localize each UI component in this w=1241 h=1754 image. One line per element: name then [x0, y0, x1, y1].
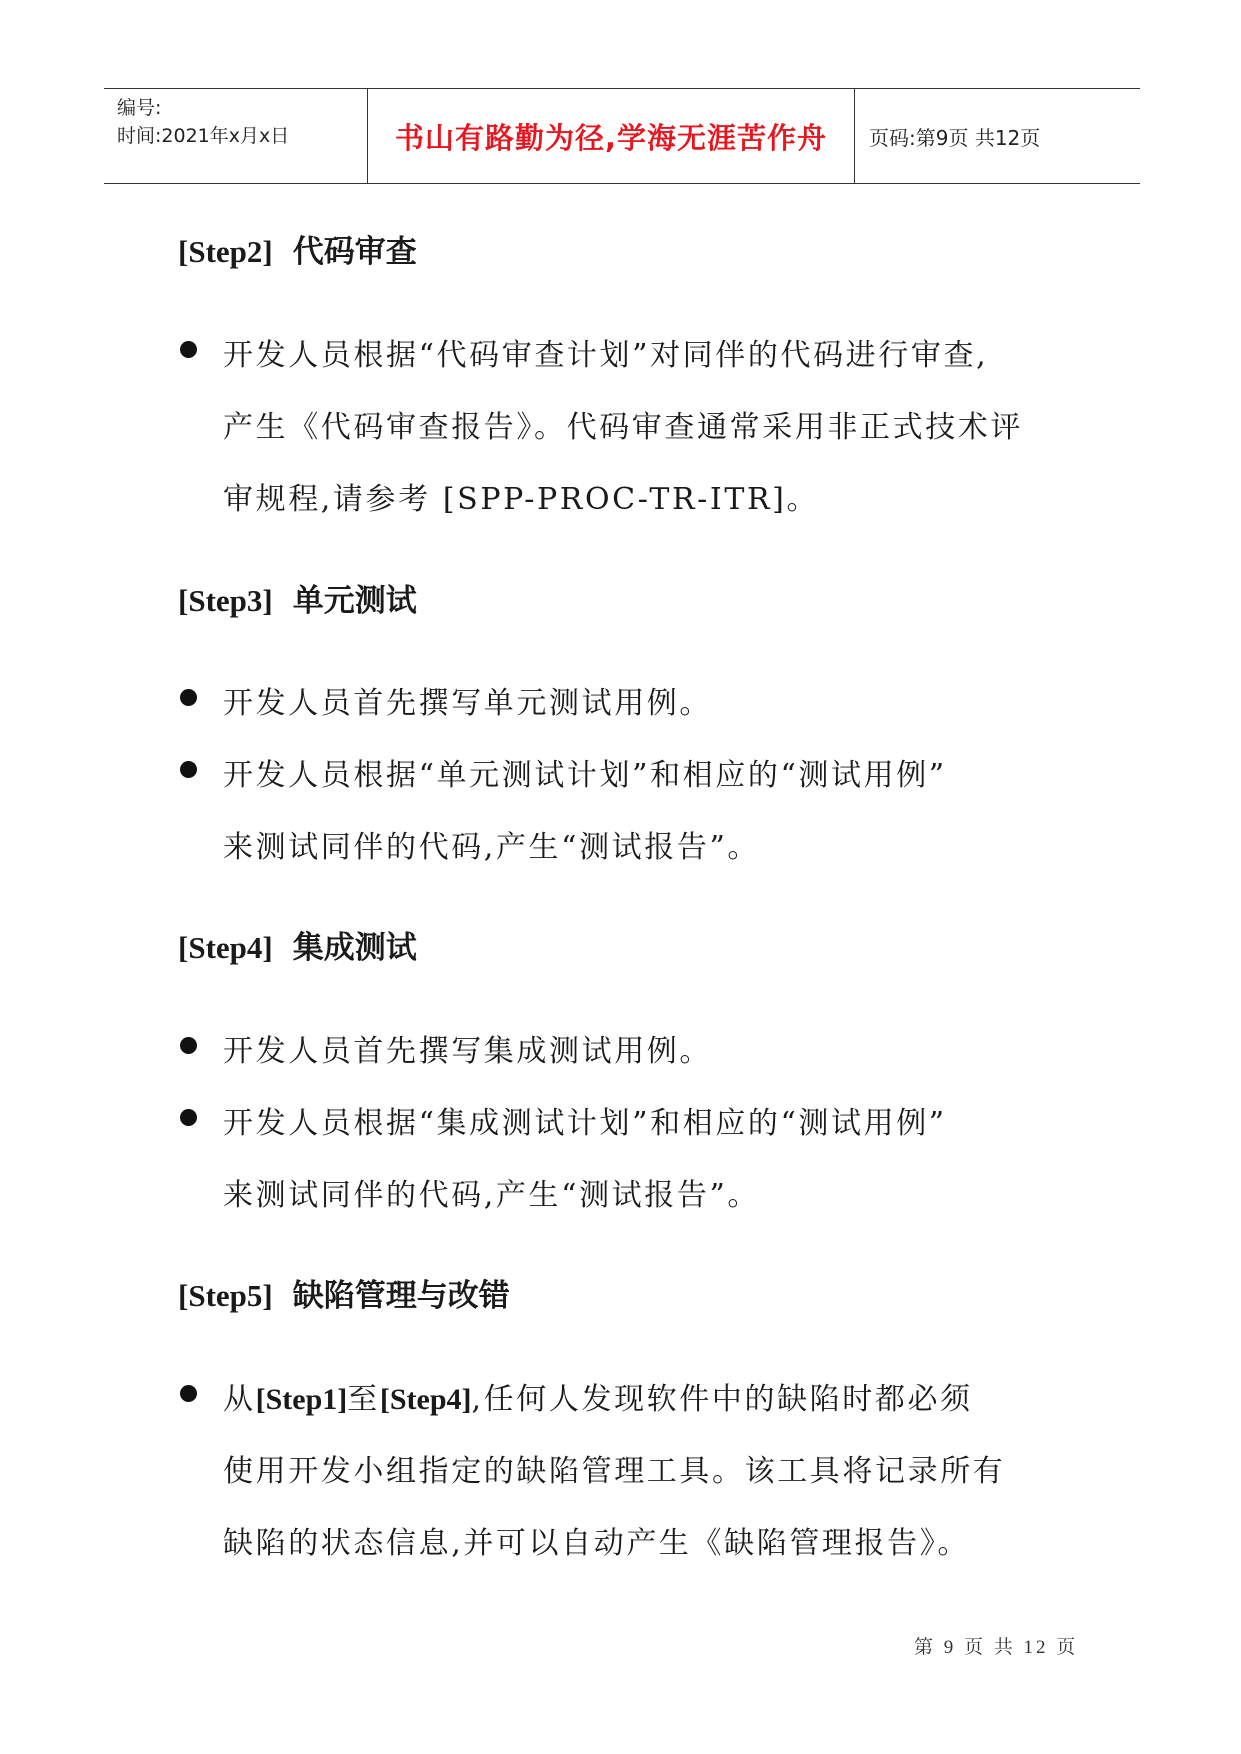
bullet-dot-icon: [180, 341, 197, 358]
bullet-dot-icon: [180, 1037, 197, 1054]
bullet-dot-icon: [180, 1109, 197, 1126]
section-tag: [Step2]: [178, 234, 273, 269]
section-title: 单元测试: [292, 583, 417, 619]
step-reference: [Step4]: [379, 1383, 472, 1416]
list-item-line: 产生《代码审查报告》。代码审查通常采用非正式技术评: [223, 410, 1023, 445]
step-reference: [Step1]: [255, 1383, 348, 1416]
page-header: [104, 88, 1140, 184]
section-tag: [Step4]: [178, 930, 273, 965]
list-item-line: 开发人员首先撰写单元测试用例。: [223, 686, 712, 721]
section-heading-step5: [178, 1270, 510, 1315]
header-page-code: 页码:第9页 共12页: [869, 125, 1041, 150]
bullet-dot-icon: [180, 689, 197, 706]
list-item-line: 审规程,请参考 [SPP-PROC-TR-ITR]。: [223, 482, 820, 517]
section-heading-step2: [178, 226, 417, 271]
list-item-line: 使用开发小组指定的缺陷管理工具。该工具将记录所有: [223, 1454, 1006, 1489]
section-title: 代码审查: [292, 234, 417, 270]
list-item-line: 开发人员首先撰写集成测试用例。: [223, 1034, 712, 1069]
text-run: 至: [347, 1382, 380, 1417]
header-motto-cell: [368, 89, 855, 183]
list-item-line: 开发人员根据“单元测试计划”和相应的“测试用例”: [223, 758, 947, 793]
section-title: 缺陷管理与改错: [292, 1278, 510, 1314]
section-heading-step4: [178, 922, 417, 967]
list-item-line: 缺陷的状态信息,并可以自动产生《缺陷管理报告》。: [223, 1526, 970, 1561]
section-title: 集成测试: [292, 930, 417, 966]
document-number-label: 编号:: [117, 97, 162, 119]
header-motto: 书山有路勤为径,学海无涯苦作舟: [394, 120, 828, 155]
list-item-line: 开发人员根据“集成测试计划”和相应的“测试用例”: [223, 1106, 947, 1141]
bullet-dot-icon: [180, 761, 197, 778]
bullet-dot-icon: [180, 1385, 197, 1402]
document-time-label: 时间:2021年x月x日: [117, 125, 290, 147]
header-meta-cell: [104, 89, 368, 183]
section-heading-step3: [178, 575, 417, 620]
section-tag: [Step5]: [178, 1278, 273, 1313]
header-page-cell: [855, 89, 1140, 183]
text-run: ,任何人发现软件中的缺陷时都必须: [471, 1382, 973, 1417]
list-item-line: 来测试同伴的代码,产生“测试报告”。: [223, 1178, 761, 1213]
list-item-line: 开发人员根据“代码审查计划”对同伴的代码进行审查,: [223, 338, 989, 373]
list-item-line: 来测试同伴的代码,产生“测试报告”。: [223, 830, 761, 865]
text-run: 从: [223, 1382, 256, 1417]
page-footer: 第 9 页 共 12 页: [914, 1637, 1079, 1658]
list-item-line: [223, 1374, 973, 1418]
section-tag: [Step3]: [178, 583, 273, 618]
